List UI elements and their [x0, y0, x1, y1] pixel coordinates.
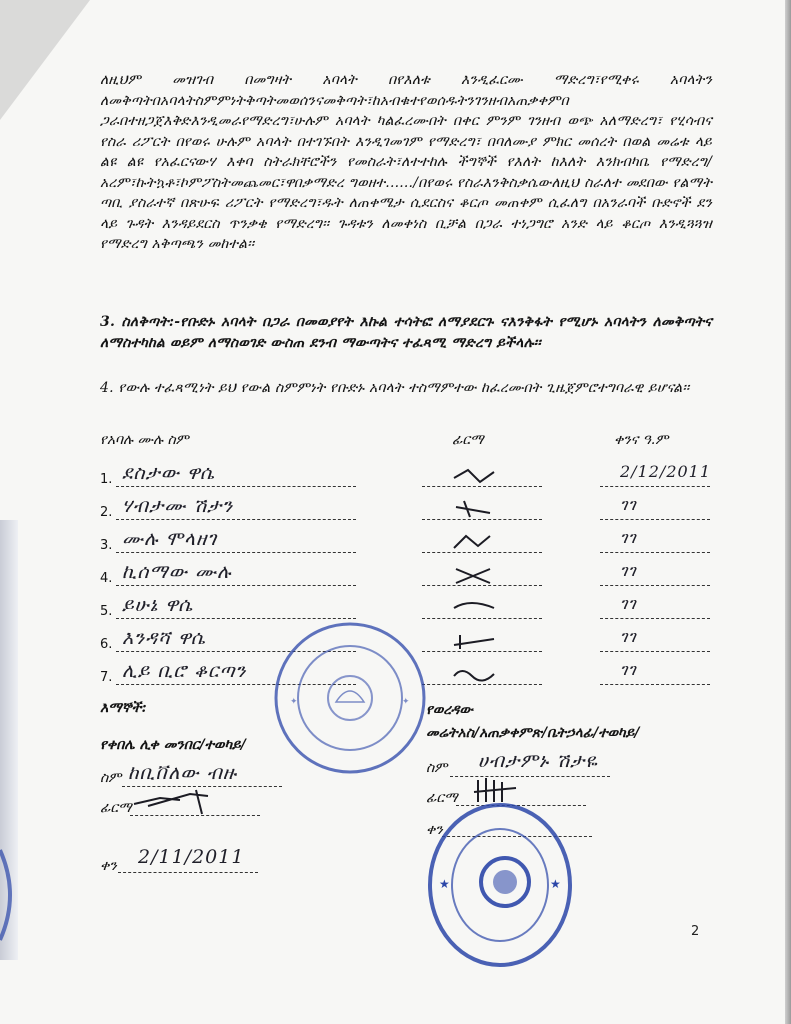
name-line: [116, 486, 356, 487]
table-row: [100, 495, 720, 523]
svg-text:★: ★: [550, 877, 561, 891]
verifier-heading: የወረዳው: [426, 702, 473, 718]
header-member-name: የአባሉ ሙሉ ስም: [100, 432, 189, 448]
date-line: [600, 486, 710, 487]
member-signature: [450, 497, 500, 521]
member-name: ሊይ ቢሮ ቆርጣን: [122, 660, 247, 682]
row-number: 6.: [100, 637, 113, 652]
date-line: [600, 552, 710, 553]
table-row: [100, 528, 720, 556]
date-line: [600, 651, 710, 652]
member-signature: [450, 662, 500, 686]
verifier-date-label: ቀን: [426, 822, 443, 838]
partial-edge-stamp: [0, 840, 22, 950]
page-edge: [785, 0, 791, 1024]
name-line: [116, 552, 356, 553]
member-signature: [450, 629, 500, 653]
woreda-office-stamp: [425, 800, 575, 970]
date-line: [600, 684, 710, 685]
row-number: 4.: [100, 571, 113, 586]
table-row: [100, 462, 720, 490]
member-name: እንዳሻ ዋሴ: [122, 627, 206, 649]
svg-text:✦: ✦: [290, 697, 298, 707]
member-name: ኪሰማው ሙሉ: [122, 561, 232, 583]
cooperative-stamp: [270, 618, 430, 778]
receiver-sign-label: ፊርማ: [100, 800, 132, 816]
verifier-name-label: ስም: [426, 760, 448, 776]
receiver-date-value: 2/11/2011: [138, 846, 245, 868]
member-name: ደስታው ዋሴ: [122, 462, 215, 484]
verifier-title: መሬትአስ/አጠቃቀምጽ/ቤትኃላፊ/ተወካይ/: [426, 725, 640, 741]
receiver-name-value: ከቢቨለው ብዙ: [128, 762, 238, 784]
date-line: [600, 519, 710, 520]
witnesses-label: እማኞች:: [100, 700, 147, 716]
member-name: ሃብታሙ ሽታን: [122, 495, 234, 517]
member-date: ገገ: [620, 561, 637, 580]
verifier-sign-label: ፊርማ: [426, 790, 458, 806]
member-signature: [450, 563, 500, 587]
paragraph-duties: ለዚህም መዝገብ በመግዛት አባላት በየእለቱ እንዲፈርሙ ማድረግ፣የሚቀሩ አባላትን ለመቅጣትበአባላትስምምነትቅጣትመወሰንናመቅጣት፣ከአብቁተየወሰዱትንገንዘብአጠቃቀምበ ጋራበተዘጋጀእቅድእንዲመራየማድረግ፣ሁሉም አባላት ካልፈረሙበት በቀር ምንም ገንዘብ ወጭ አለማድረግ፣ የሂሳብና የስራ ሪፖርት በየወሩ ሁሉም አባላት በተገኙበት እንዲገመገም የማድረግ፣ በባለሙያ ምክር መሰረት በወል መሬቱ ላይ ልዩ ልዩ የአፈርናውሃ እቀባ ስትራክቸሮችን የመስራት፣ለተተከሉ ችግኞች የእለት ከእለት እንክብካቤ የማድረግ/አረም፣ኩትኳቶ፣ኮምፖስትመጨመር፣ዋበቃማድረ ግወዘተ....../በየወሩ የስራእንቅስቃሴውለዚህ ስራለተ መደበው የልማት ጣቢ ያስራተኛ በጽሁፍ ሪፖርት የማድረግ፣ዱት ለጠቀሜታ ሲደርስና ቆርጦ መጠቀም ሲፈለግ በአንራባች ቡድኖች ደን ላይ ጉዳት እንዳይደርስ ጥንቃቄ የማድረግ፡፡ ጉዳቱን ለመቀነስ ቢቻል በጋራ ተነጋግሮ አንድ ላይ ቆርጦ እንዲጓጓዝ የማድረግ አቅጣጫን መከተል፡፡: [100, 72, 712, 252]
date-line: [600, 618, 710, 619]
receiver-name-label: ስም: [100, 770, 122, 786]
member-date: ገገ: [620, 594, 637, 613]
row-number: 3.: [100, 538, 113, 553]
receiver-date-label: ቀን: [100, 858, 117, 874]
row-number: 5.: [100, 604, 113, 619]
header-date: ቀንና ዓ.ም: [614, 432, 669, 448]
member-date: 2/12/2011: [620, 462, 712, 481]
receiver-title: የቀበሌ ሊቀ መንበር/ተወካይ/: [100, 737, 246, 753]
member-date: ገገ: [620, 660, 637, 679]
paragraph-penalty: [100, 312, 712, 353]
row-number: 7.: [100, 670, 113, 685]
name-line: [116, 585, 356, 586]
svg-text:★: ★: [439, 877, 450, 891]
paragraph-effectiveness: 4. የውሉ ተፈጻሚነት ይህ የውል ስምምነት የቡድኑ አባላት ተስማምተው ከፈረሙበት ጊዜጀምሮተግባራዊ ይሆናል፡፡: [100, 380, 690, 396]
page-number: 2: [691, 924, 700, 939]
folded-corner: [0, 0, 90, 120]
table-row: [100, 561, 720, 589]
paragraph-penalty-text: 3. ስለቅጣት:-የቡድኑ አባላት በጋራ በመወያየት እኩል ተሳትፎ ለማያደርጉ ናእንቅፋት የሚሆኑ አባላትን ለመቅጣትና ለማስተካከል ወይም ለማስወገድ ውስጠ ደንብ ማውጣትና ተፈጻሚ ማድረግ ይችላሉ፡፡: [100, 314, 712, 351]
member-signature: [450, 464, 500, 488]
member-name: ሙሉ ሞላዘገ: [122, 528, 218, 550]
header-signature: ፊርማ: [452, 432, 484, 448]
receiver-date-line: [118, 872, 258, 873]
name-line: [116, 519, 356, 520]
svg-text:✦: ✦: [402, 697, 410, 707]
row-number: 2.: [100, 505, 113, 520]
receiver-signature: [130, 786, 220, 816]
member-signature: [450, 596, 500, 620]
member-date: ገገ: [620, 528, 637, 547]
verifier-name-value: ሀብታምኑ ሽታዬ: [478, 750, 598, 772]
member-name: ይሁኔ ዋሴ: [122, 594, 194, 616]
member-date: ገገ: [620, 627, 637, 646]
member-signature: [450, 530, 500, 554]
member-date: ገገ: [620, 495, 637, 514]
date-line: [600, 585, 710, 586]
row-number: 1.: [100, 472, 113, 487]
